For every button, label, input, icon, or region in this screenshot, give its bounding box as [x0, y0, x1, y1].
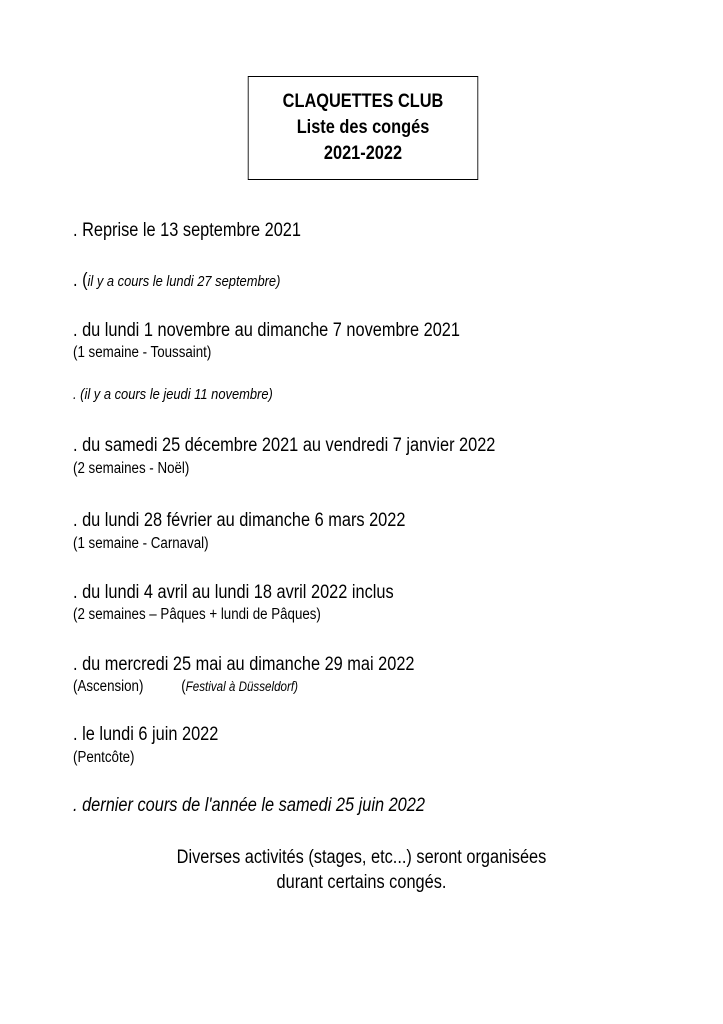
title-box — [248, 76, 478, 180]
club-name: CLAQUETTES CLUB — [282, 91, 444, 112]
entry-carnaval-note: (1 semaine - Carnaval) — [73, 535, 209, 552]
festival-prefix: ( — [181, 678, 186, 695]
festival-text: Festival à Düsseldorf) — [185, 679, 298, 694]
entry-toussaint: . du lundi 1 novembre au dimanche 7 novembre 2021 — [73, 320, 460, 341]
entry-noel-note: (2 semaines - Noël) — [73, 460, 190, 477]
entry-carnaval: . du lundi 28 février au dimanche 6 mars 2022 — [73, 510, 406, 531]
entry-ascension: . du mercredi 25 mai au dimanche 29 mai 2022 — [73, 654, 415, 675]
entry-prefix: . — [73, 386, 81, 403]
entry-pentecote: . le lundi 6 juin 2022 — [73, 724, 219, 745]
entry-paques-note: (2 semaines – Pâques + lundi de Pâques) — [73, 606, 321, 623]
entry-pentecote-note: (Pentcôte) — [73, 749, 135, 766]
entry-ascension-note — [73, 678, 298, 696]
footer-line-1: Diverses activités (stages, etc...) seront organisées — [176, 847, 547, 868]
entry-note-27-september — [73, 270, 280, 292]
list-title: Liste des congés — [296, 117, 430, 138]
entry-note-11-november — [73, 386, 273, 404]
season-years: 2021-2022 — [323, 143, 403, 164]
entry-last-class — [73, 795, 425, 817]
entry-italic-text: dernier cours de l'année le samedi 25 juin 2022 — [82, 795, 425, 816]
ascension-label: (Ascension) — [73, 678, 144, 695]
entry-prefix: . — [73, 795, 83, 816]
entry-noel: . du samedi 25 décembre 2021 au vendredi 7 janvier 2022 — [73, 435, 496, 456]
entry-italic-text: il y a cours le lundi 27 septembre) — [87, 273, 281, 290]
entry-prefix: . ( — [73, 270, 88, 291]
footer-line-2: durant certains congés. — [276, 872, 447, 893]
entry-paques: . du lundi 4 avril au lundi 18 avril 2022 inclus — [73, 582, 394, 603]
entry-italic-text: (il y a cours le jeudi 11 novembre) — [80, 386, 273, 403]
entry-toussaint-note: (1 semaine - Toussaint) — [73, 344, 212, 361]
entry-reprise: . Reprise le 13 septembre 2021 — [73, 220, 301, 241]
